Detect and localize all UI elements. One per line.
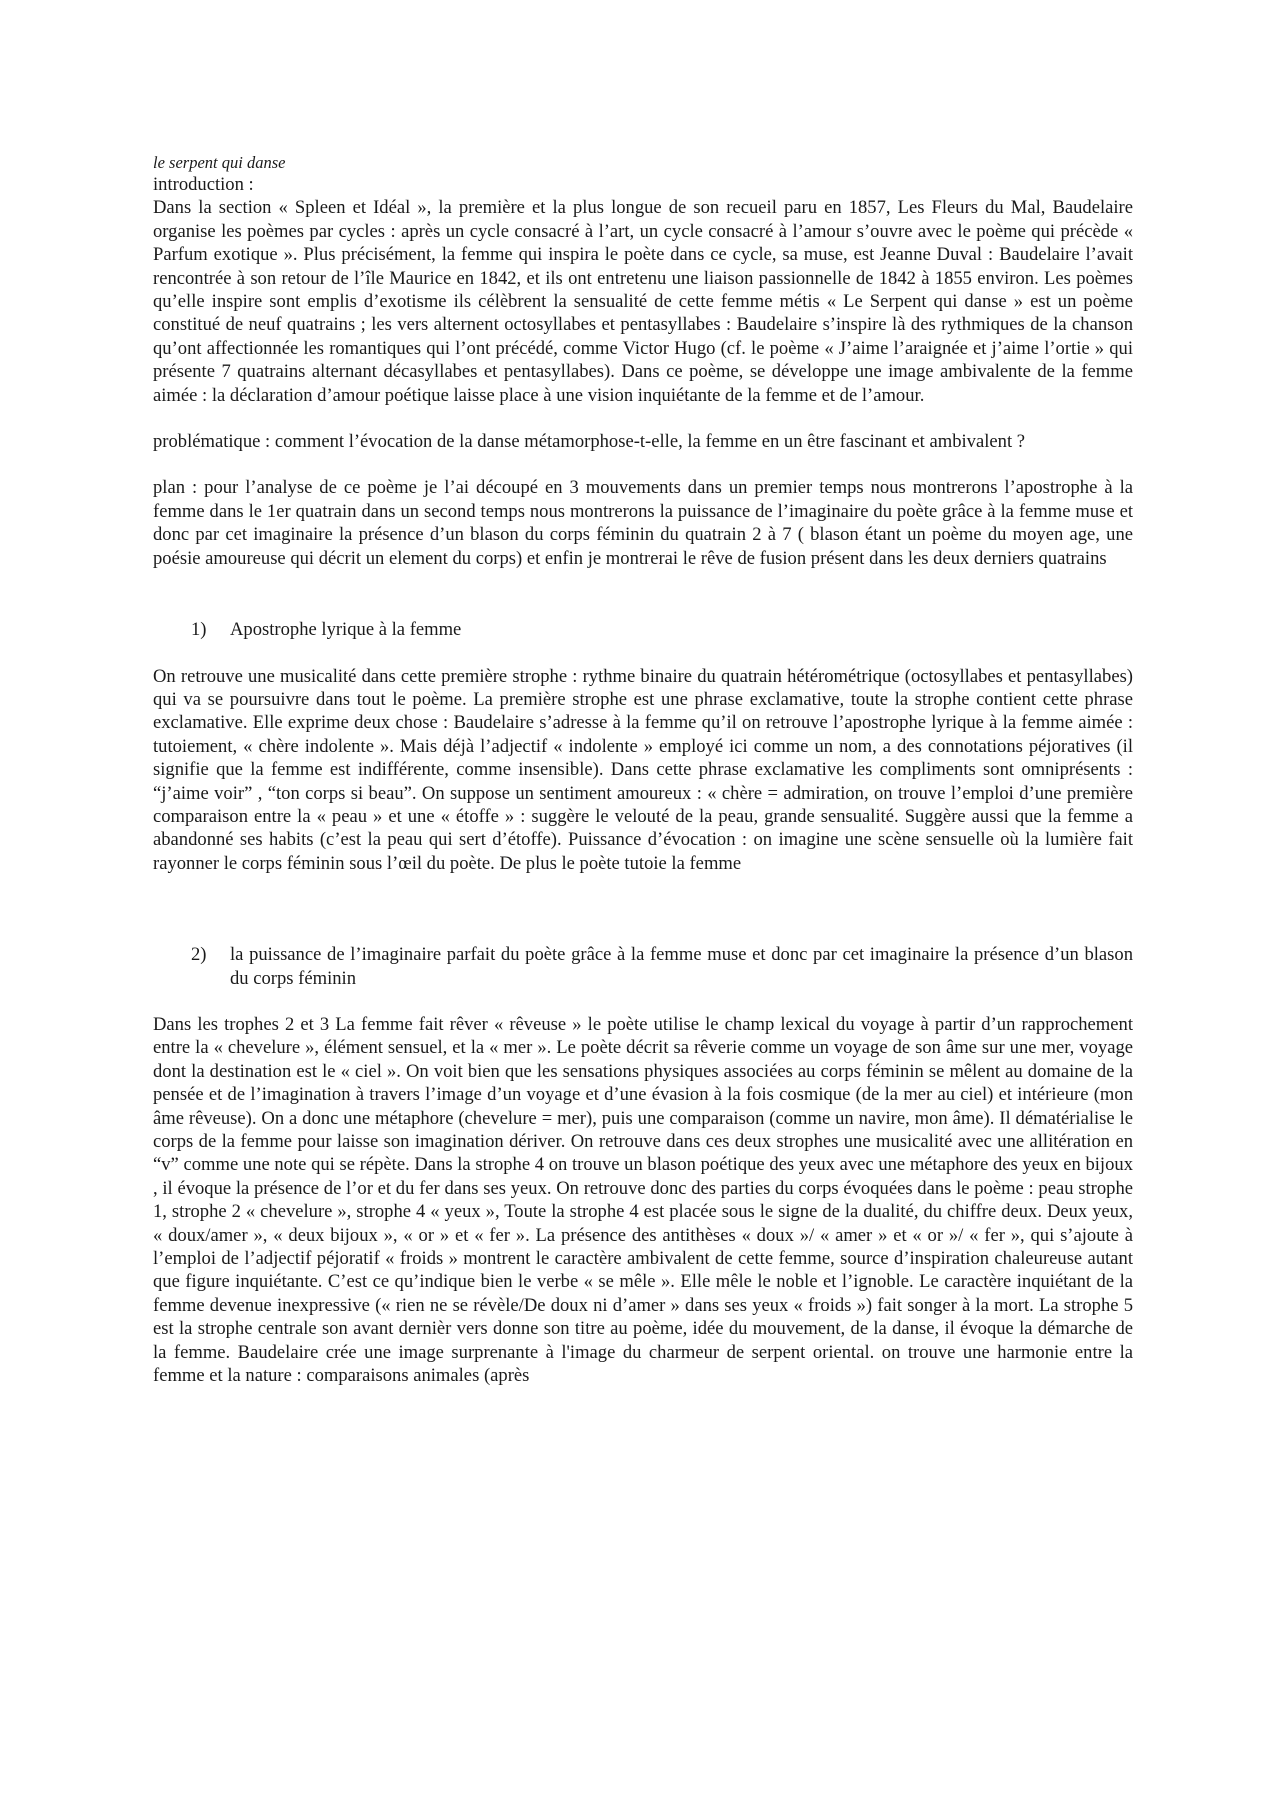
section-heading-2 <box>153 943 1133 990</box>
problematique-paragraph: problématique : comment l’évocation de la danse métamorphose-t-elle, la femme en un être fascinant et ambivalent ? <box>153 431 1026 453</box>
section-title: la puissance de l’imaginaire parfait du poète grâce à la femme muse et donc par cet imaginaire la présence d’un blason du corps féminin <box>230 944 1133 989</box>
section-body-1: On retrouve une musicalité dans cette première strophe : rythme binaire du quatrain hétérométrique (octosyllabes et pentasyllabes) qui va se poursuivre dans tout le poème. La première strophe est une phrase exclamative, toute la strophe contient cette phrase exclamative. Elle exprime deux chose : Baudelaire s’adresse à la femme qu’il on retrouve l’apostrophe lyrique à la femme aimée : tutoiement, « chère indolente ». Mais déjà l’adjectif « indolente » employé ici comme un nom, a des connotations péjoratives (il signifie que la femme est indifférente, comme insensible). Dans cette phrase exclamative les compliments sont omniprésents : “j’aime voir” , “ton corps si beau”. On suppose un sentiment amoureux : « chère = admiration, on trouve l’emploi d’une première comparaison entre la « peau » et une « étoffe » : suggère le velouté de la peau, grande sensualité. Suggère aussi que la femme a abandonné ses habits (c’est la peau qui sert d’étoffe). Puissance d’évocation : on imagine une scène sensuelle où la lumière fait rayonner le corps féminin sous l’œil du poète. De plus le poète tutoie la femme <box>153 665 1133 874</box>
intro-label: introduction : <box>153 174 254 195</box>
section-number: 2) <box>191 944 207 966</box>
intro-paragraph: Dans la section « Spleen et Idéal », la première et la plus longue de son recueil paru en 1857, Les Fleurs du Mal, Baudelaire organise les poèmes par cycles : après un cycle consacré à l’art, un cycle consacré à l’amour s’ouvre avec le poème qui précède « Parfum exotique ». Plus précisément, la femme qui inspira le poète dans ce cycle, sa muse, est Jeanne Duval : Baudelaire l’avait rencontrée à son retour de l’île Maurice en 1842, et ils ont entretenu une liaison passionnelle de 1842 à 1855 environ. Les poèmes qu’elle inspire sont emplis d’exotisme ils célèbrent la sensualité de cette femme métis « Le Serpent qui danse » est un poème constitué de neuf quatrains ; les vers alternent octosyllabes et pentasyllabes : Baudelaire s’inspire là des rythmiques de la chanson qu’ont affectionnée les romantiques qui l’ont précédé, comme Victor Hugo (cf. le poème « J’aime l’araignée et j’aime l’ortie » qui présente 7 quatrains alternant décasyllabes et pentasyllabes). Dans ce poème, se développe une image ambivalente de la femme aimée : la déclaration d’amour poétique laisse place à une vision inquiétante de la femme et de l’amour. <box>153 197 1133 406</box>
document-title: le serpent qui danse <box>153 153 286 172</box>
plan-paragraph: plan : pour l’analyse de ce poème je l’ai découpé en 3 mouvements dans un premier temps nous montrerons l’apostrophe à la femme dans le 1er quatrain dans un second temps nous montrerons la puissance de l’imaginaire du poète grâce à la femme muse et donc par cet imaginaire la présence d’un blason du corps féminin du quatrain 2 à 7 ( blason étant un poème du moyen age, une poésie amoureuse qui décrit un element du corps) et enfin je montrerai le rêve de fusion présent dans les deux derniers quatrains <box>153 477 1133 569</box>
section-body-2: Dans les trophes 2 et 3 La femme fait rêver « rêveuse » le poète utilise le champ lexical du voyage à partir d’un rapprochement entre la « chevelure », élément sensuel, et la « mer ». Le poète décrit sa rêverie comme un voyage de son âme sur une mer, voyage dont la destination est le « ciel ». On voit bien que les sensations physiques associées au corps féminin se mêlent au domaine de la pensée et de l’imagination à travers l’image d’un voyage et d’une évasion à la fois cosmique (de la mer au ciel) et intérieure (mon âme rêveuse). On a donc une métaphore (chevelure = mer), puis une comparaison (comme un navire, mon âme). Il dématérialise le corps de la femme pour laisse son imagination dériver. On retrouve dans ces deux strophes une musicalité avec une allitération en “v” comme une note qui se répète. Dans la strophe 4 on trouve un blason poétique des yeux avec une métaphore des yeux en bijoux , il évoque la présence de l’or et du fer dans ses yeux. On retrouve donc des parties du corps évoquées dans le poème : peau strophe 1, strophe 2 « chevelure », strophe 4 « yeux », Toute la strophe 4 est placée sous le signe de la dualité, du chiffre deux. Deux yeux, « doux/amer », « deux bijoux », « or » et « fer ». La présence des antithèses « doux »/ « amer » et « or »/ « fer », qui s’ajoute à l’emploi de l’adjectif péjoratif « froids » montrent le caractère ambivalent de cette femme, source d’inspiration chaleureuse autant que figure inquiétante. C’est ce qu’indique bien le verbe « se mêle ». Elle mêle le noble et l’ignoble. Le caractère inquiétant de la femme devenue inexpressive (« rien ne se révèle/De doux ni d’amer » dans ses yeux « froids ») fait songer à la mort. La strophe 5 est la strophe centrale son avant dernièr vers donne son titre au poème, idée du mouvement, de la danse, il évoque la démarche de la femme. Baudelaire crée une image surprenante à l'image du charmeur de serpent oriental. on trouve une harmonie entre la femme et la nature : comparaisons animales (après <box>153 1013 1133 1387</box>
section-heading-1 <box>153 618 1133 641</box>
document-page <box>153 153 1133 1387</box>
section-number: 1) <box>191 619 207 641</box>
section-title: Apostrophe lyrique à la femme <box>230 619 462 641</box>
